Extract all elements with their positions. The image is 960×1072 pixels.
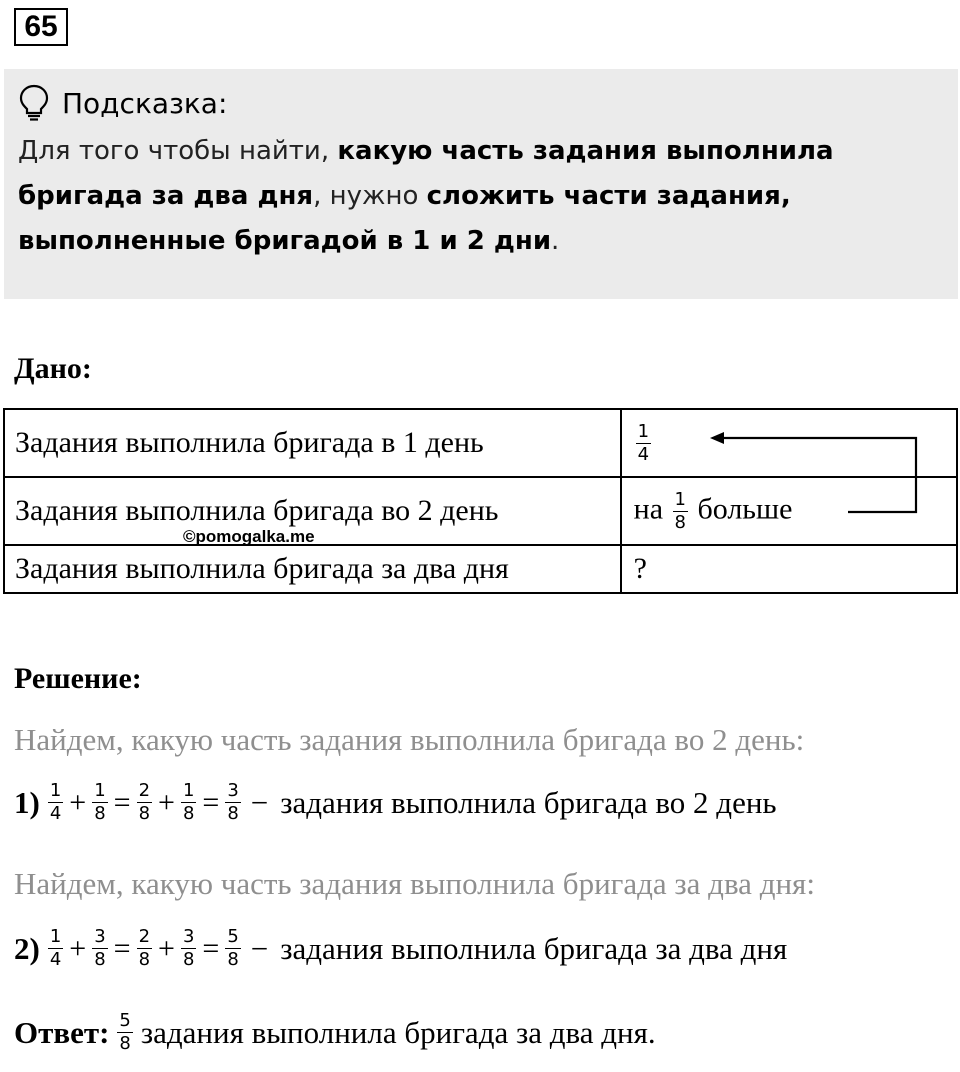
fraction: [137, 926, 152, 971]
given-label: Задания выполнила бригада во 2 день: [4, 477, 621, 545]
fraction-numerator: 2: [138, 926, 151, 947]
table-row: [4, 545, 957, 593]
hint-title: [18, 81, 944, 125]
fraction-denominator: 4: [49, 949, 62, 970]
fraction-numerator: 3: [227, 780, 239, 801]
step1-intro: Найдем, какую часть задания выполнила бригада во 2 день:: [14, 722, 805, 757]
watermark: ©pomogalka.me: [183, 527, 315, 546]
fraction-denominator: 8: [674, 511, 686, 533]
fraction-numerator: 1: [94, 780, 106, 801]
plus-sign: +: [158, 931, 175, 965]
arrow-icon: [700, 420, 930, 530]
fraction: [225, 780, 240, 825]
fraction: [48, 926, 63, 971]
hint-title-text: Подсказка:: [62, 86, 228, 120]
step2-intro: Найдем, какую часть задания выполнила бригада за два дня:: [14, 866, 815, 901]
given-label: Задания выполнила бригада за два дня: [4, 545, 621, 593]
fraction-denominator: 8: [227, 949, 239, 970]
hint-box: [4, 69, 958, 299]
equals-sign: =: [202, 931, 220, 965]
step-text: задания выполнила бригада за два дня: [280, 930, 788, 966]
hint-text-part: , нужно: [313, 181, 427, 211]
fraction: [636, 421, 651, 466]
fraction: [673, 489, 688, 534]
fraction: [137, 780, 152, 825]
dash-sign: −: [250, 930, 269, 966]
hint-text-part: .: [551, 226, 560, 256]
fraction-numerator: 1: [674, 488, 686, 510]
fraction-numerator: 1: [182, 780, 195, 801]
fraction: [181, 926, 196, 971]
lightbulb-icon: [18, 84, 50, 122]
fraction-denominator: 8: [138, 949, 151, 970]
answer-label: Ответ:: [14, 1014, 110, 1050]
plus-sign: +: [69, 931, 87, 965]
hint-text-emphasis: какую часть задания выполнила бригада за два дня: [18, 136, 834, 211]
fraction-numerator: 5: [227, 926, 239, 947]
fraction-numerator: 1: [49, 926, 62, 947]
dash-sign: −: [250, 784, 269, 820]
fraction-numerator: 2: [138, 780, 151, 801]
fraction: [117, 1010, 132, 1055]
hint-text-part: Для того чтобы найти,: [18, 136, 338, 166]
equals-sign: =: [113, 931, 131, 965]
fraction-denominator: 8: [119, 1033, 131, 1054]
fraction: [48, 780, 63, 825]
plus-sign: +: [69, 785, 87, 819]
step-number: 2): [14, 930, 40, 966]
task-number: 65: [14, 8, 68, 46]
hint-text-emphasis: сложить части задания, выполненные бригадой в 1 и 2 дни: [18, 181, 791, 256]
answer-text: задания выполнила бригада за два дня.: [140, 1014, 656, 1050]
fraction: [92, 926, 107, 971]
step1-line: [14, 780, 777, 825]
fraction-numerator: 5: [119, 1010, 131, 1031]
fraction-denominator: 8: [227, 803, 239, 824]
solution-title: Решение:: [14, 662, 142, 695]
fraction-denominator: 4: [637, 443, 650, 465]
fraction: [92, 780, 107, 825]
given-value: ?: [621, 545, 957, 593]
equals-sign: =: [202, 785, 220, 819]
answer-line: [14, 1010, 656, 1055]
fraction-numerator: 3: [182, 926, 195, 947]
value-suffix: больше: [697, 491, 793, 525]
step-number: 1): [14, 784, 40, 820]
fraction: [225, 926, 240, 971]
given-title: Дано:: [14, 352, 92, 385]
fraction: [181, 780, 196, 825]
fraction-numerator: 3: [94, 926, 106, 947]
step-text: задания выполнила бригада во 2 день: [280, 784, 777, 820]
hint-text: [18, 129, 898, 264]
equals-sign: =: [113, 785, 131, 819]
step2-line: [14, 926, 787, 971]
plus-sign: +: [158, 785, 175, 819]
fraction-numerator: 1: [637, 420, 650, 442]
fraction-denominator: 8: [94, 803, 106, 824]
given-label: Задания выполнила бригада в 1 день: [4, 409, 621, 477]
fraction-numerator: 1: [49, 780, 62, 801]
fraction-denominator: 4: [49, 803, 62, 824]
value-prefix: на: [633, 491, 664, 525]
fraction-denominator: 8: [94, 949, 106, 970]
fraction-denominator: 8: [138, 803, 151, 824]
fraction-denominator: 8: [182, 803, 195, 824]
fraction-denominator: 8: [182, 949, 195, 970]
